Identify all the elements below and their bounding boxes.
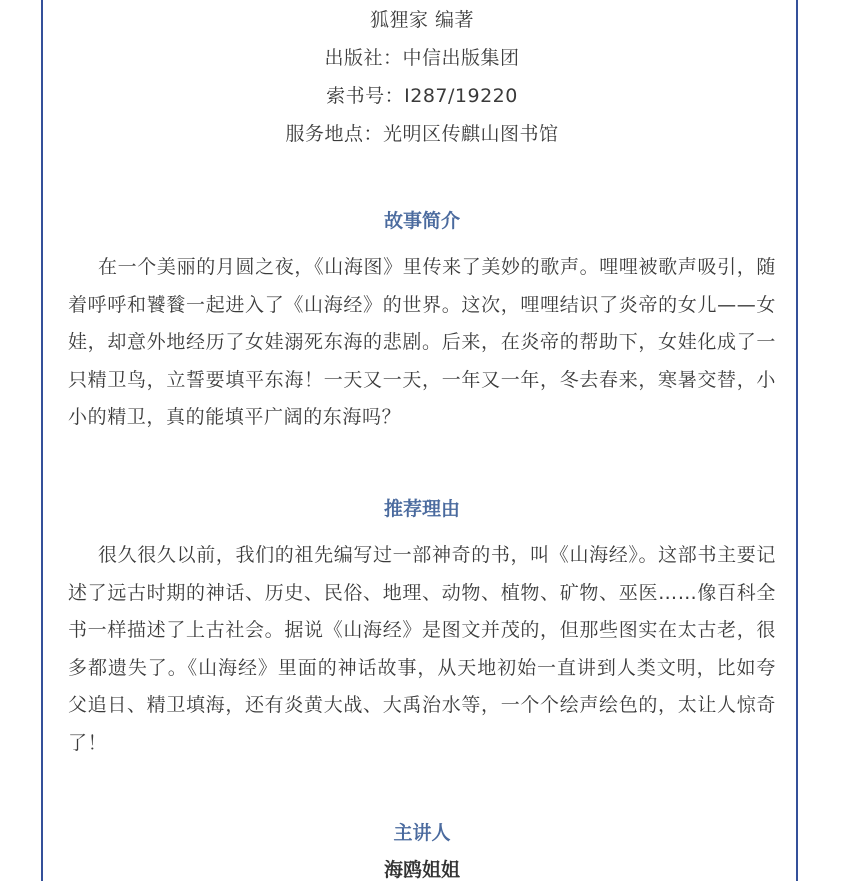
book-location: 服务地点：光明区传麒山图书馆 (285, 123, 559, 145)
story-text: 在一个美丽的月圆之夜，《山海图》里传来了美妙的歌声。哩哩被歌声吸引，随着呼呼和饕餮一起进入了《山海经》的世界。这次，哩哩结识了炎帝的女儿——女娃，却意外地经历了女娃溺死东海的悲剧。后来，在炎帝的帮助下，女娃化成了一只精卫鸟，立誓要填平东海！一天又一天，一年又一年，冬去春来，寒暑交替，小小的精卫，真的能填平广阔的东海吗？ (68, 256, 776, 428)
book-publisher: 出版社：中信出版集团 (324, 47, 520, 69)
speaker-name: 海鸥姐姐 (383, 859, 460, 881)
book-author: 狐狸家 编著 (369, 9, 475, 31)
reason-heading: 推荐理由 (383, 498, 460, 520)
speaker-heading: 主讲人 (393, 822, 451, 844)
story-heading: 故事简介 (383, 210, 460, 232)
book-call-number: 索书号：I287/19220 (326, 85, 518, 107)
reason-text: 很久很久以前，我们的祖先编写过一部神奇的书，叫《山海经》。这部书主要记述了远古时期的神话、历史、民俗、地理、动物、植物、矿物、巫医……像百科全书一样描述了上古社会。据说《山海经》是图文并茂的，但那些图实在太古老，很多都遗失了。《山海经》里面的神话故事，从天地初始一直讲到人类文明，比如夸父追日、精卫填海，还有炎黄大战、大禹治水等，一个个绘声绘色的，太让人惊奇了！ (68, 544, 776, 754)
